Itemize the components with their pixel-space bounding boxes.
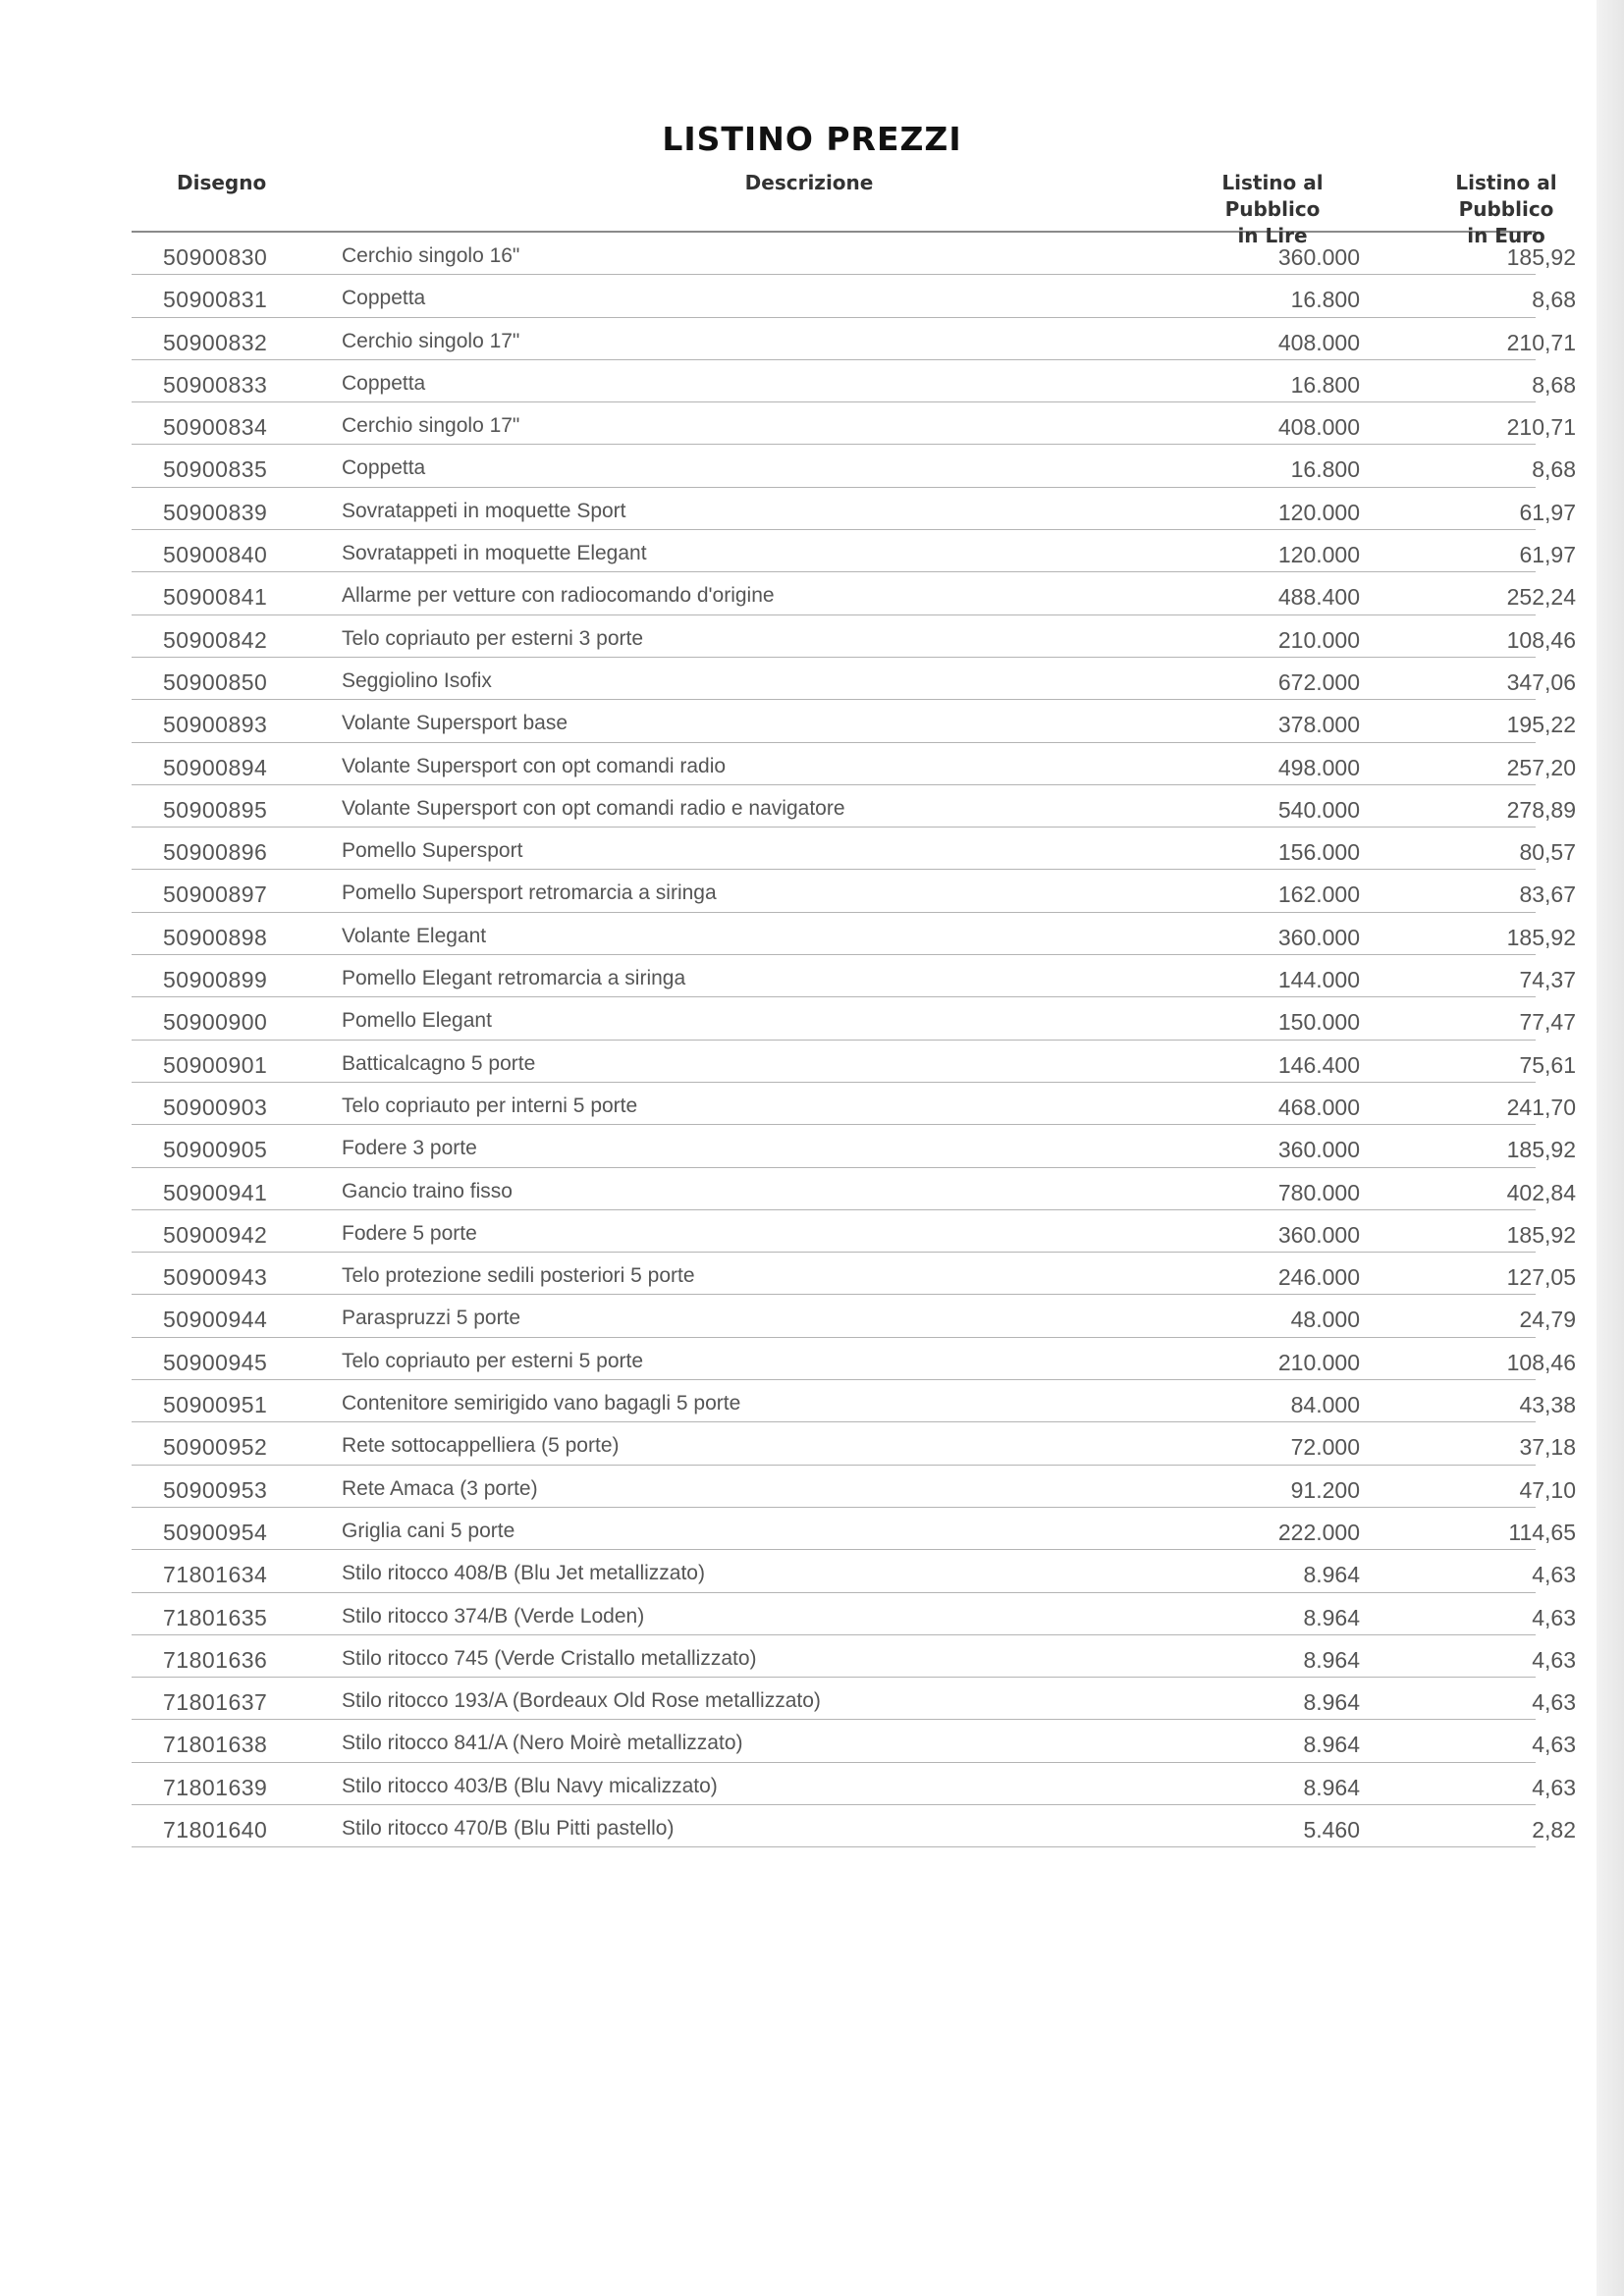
- row-price-lire: 120.000: [1277, 499, 1360, 525]
- table-row: [132, 1125, 1576, 1167]
- row-code: 50900834: [163, 414, 268, 441]
- table-row: [132, 1508, 1576, 1550]
- row-price-lire: 8.964: [1303, 1604, 1360, 1630]
- row-price-euro: 74,37: [1519, 967, 1576, 993]
- row-price-lire: 72.000: [1290, 1434, 1360, 1461]
- row-price-euro: 4,63: [1532, 1604, 1576, 1630]
- row-code: 50900840: [163, 542, 268, 568]
- page-edge-shadow: [1597, 0, 1624, 2296]
- row-code: 50900942: [163, 1221, 268, 1248]
- row-price-euro: 80,57: [1519, 839, 1576, 866]
- row-price-lire: 360.000: [1277, 1137, 1360, 1163]
- row-code: 50900894: [163, 754, 268, 780]
- row-code: 50900850: [163, 668, 268, 695]
- row-description: Fodere 5 porte: [342, 1221, 477, 1245]
- row-price-euro: 61,97: [1519, 499, 1576, 525]
- row-code: 50900830: [163, 244, 268, 270]
- table-row: [132, 1083, 1576, 1125]
- table-row: [132, 1295, 1576, 1337]
- row-code: 50900898: [163, 924, 268, 950]
- row-description: Telo copriauto per interni 5 porte: [342, 1094, 638, 1117]
- table-row: [132, 1805, 1576, 1847]
- row-price-euro: 2,82: [1532, 1816, 1576, 1842]
- row-price-lire: 360.000: [1277, 1221, 1360, 1248]
- row-description: Stilo ritocco 470/B (Blu Pitti pastello): [342, 1816, 675, 1840]
- table-row: [132, 572, 1576, 614]
- row-price-euro: 278,89: [1506, 796, 1576, 823]
- row-code: 50900839: [163, 499, 268, 525]
- table-body: [132, 233, 1576, 1847]
- table-row: [132, 360, 1576, 402]
- row-code: 50900831: [163, 287, 268, 313]
- table-row: [132, 1466, 1576, 1508]
- row-description: Cerchio singolo 16": [342, 244, 520, 267]
- row-code: 71801634: [163, 1562, 268, 1588]
- table-row: [132, 445, 1576, 487]
- row-price-lire: 378.000: [1277, 712, 1360, 738]
- row-description: Coppetta: [342, 456, 426, 480]
- row-description: Stilo ritocco 193/A (Bordeaux Old Rose metallizzato): [342, 1689, 821, 1713]
- table-row: [132, 870, 1576, 912]
- row-price-lire: 16.800: [1290, 456, 1360, 483]
- table-row: [132, 1422, 1576, 1465]
- row-price-lire: 144.000: [1277, 967, 1360, 993]
- table-row: [132, 530, 1576, 572]
- row-description: Pomello Supersport retromarcia a siringa: [342, 881, 717, 905]
- page-title: LISTINO PREZZI: [662, 120, 962, 158]
- row-price-lire: 84.000: [1290, 1392, 1360, 1418]
- row-description: Volante Supersport base: [342, 712, 568, 735]
- table-row: [132, 743, 1576, 785]
- row-price-euro: 185,92: [1506, 1137, 1576, 1163]
- row-code: 50900842: [163, 626, 268, 653]
- row-price-lire: 8.964: [1303, 1732, 1360, 1758]
- row-price-euro: 43,38: [1519, 1392, 1576, 1418]
- row-price-euro: 210,71: [1506, 329, 1576, 355]
- row-price-lire: 780.000: [1277, 1179, 1360, 1205]
- row-code: 50900951: [163, 1392, 268, 1418]
- table-row: [132, 785, 1576, 828]
- row-price-lire: 210.000: [1277, 626, 1360, 653]
- row-code: 50900832: [163, 329, 268, 355]
- row-code: 50900954: [163, 1519, 268, 1545]
- row-price-lire: 210.000: [1277, 1349, 1360, 1375]
- row-description: Pomello Supersport: [342, 839, 523, 863]
- table-row: [132, 658, 1576, 700]
- header-code: Disegno: [177, 171, 267, 194]
- row-price-lire: 156.000: [1277, 839, 1360, 866]
- row-price-euro: 185,92: [1506, 924, 1576, 950]
- row-description: Coppetta: [342, 287, 426, 310]
- table-row: [132, 1550, 1576, 1592]
- row-description: Contenitore semirigido vano bagagli 5 porte: [342, 1392, 741, 1415]
- table-row: [132, 1041, 1576, 1083]
- row-code: 50900900: [163, 1009, 268, 1036]
- table-row: [132, 318, 1576, 360]
- row-price-euro: 4,63: [1532, 1689, 1576, 1716]
- header-price-lire-line2: in Lire: [1237, 224, 1308, 247]
- row-price-euro: 114,65: [1508, 1519, 1576, 1545]
- row-code: 50900895: [163, 796, 268, 823]
- row-description: Paraspruzzi 5 porte: [342, 1307, 521, 1330]
- row-price-lire: 468.000: [1277, 1094, 1360, 1120]
- row-price-euro: 185,92: [1506, 1221, 1576, 1248]
- row-description: Sovratappeti in moquette Sport: [342, 499, 626, 522]
- row-price-lire: 8.964: [1303, 1774, 1360, 1800]
- table-row: [132, 1720, 1576, 1762]
- table-row: [132, 615, 1576, 658]
- row-price-lire: 91.200: [1290, 1476, 1360, 1503]
- row-price-euro: 210,71: [1506, 414, 1576, 441]
- row-price-euro: 108,46: [1506, 1349, 1576, 1375]
- row-price-lire: 540.000: [1277, 796, 1360, 823]
- row-price-euro: 252,24: [1506, 584, 1576, 611]
- row-price-euro: 402,84: [1506, 1179, 1576, 1205]
- row-code: 50900953: [163, 1476, 268, 1503]
- row-price-lire: 488.400: [1277, 584, 1360, 611]
- row-description: Telo copriauto per esterni 5 porte: [342, 1349, 644, 1372]
- row-price-lire: 120.000: [1277, 542, 1360, 568]
- row-code: 50900835: [163, 456, 268, 483]
- row-description: Pomello Elegant: [342, 1009, 492, 1033]
- row-description: Stilo ritocco 408/B (Blu Jet metallizzato): [342, 1562, 705, 1585]
- row-price-euro: 185,92: [1506, 244, 1576, 270]
- row-description: Allarme per vetture con radiocomando d'origine: [342, 584, 775, 608]
- row-description: Griglia cani 5 porte: [342, 1519, 515, 1542]
- row-description: Seggiolino Isofix: [342, 668, 492, 692]
- table-row: [132, 913, 1576, 955]
- row-price-lire: 150.000: [1277, 1009, 1360, 1036]
- row-price-euro: 4,63: [1532, 1646, 1576, 1673]
- row-price-lire: 162.000: [1277, 881, 1360, 908]
- table-row: [132, 828, 1576, 870]
- row-price-lire: 498.000: [1277, 754, 1360, 780]
- row-description: Pomello Elegant retromarcia a siringa: [342, 967, 686, 990]
- row-price-lire: 8.964: [1303, 1562, 1360, 1588]
- row-price-euro: 347,06: [1506, 668, 1576, 695]
- row-description: Sovratappeti in moquette Elegant: [342, 542, 647, 565]
- row-price-euro: 8,68: [1532, 371, 1576, 398]
- row-price-euro: 241,70: [1506, 1094, 1576, 1120]
- table-row: [132, 1210, 1576, 1253]
- row-price-euro: 61,97: [1519, 542, 1576, 568]
- row-code: 50900943: [163, 1264, 268, 1291]
- row-code: 50900903: [163, 1094, 268, 1120]
- row-code: 50900833: [163, 371, 268, 398]
- row-price-lire: 146.400: [1277, 1051, 1360, 1078]
- row-description: Fodere 3 porte: [342, 1137, 477, 1160]
- row-description: Rete Amaca (3 porte): [342, 1476, 538, 1500]
- row-price-euro: 77,47: [1519, 1009, 1576, 1036]
- row-code: 50900899: [163, 967, 268, 993]
- row-price-lire: 360.000: [1277, 244, 1360, 270]
- table-row: [132, 1763, 1576, 1805]
- table-row: [132, 997, 1576, 1040]
- table-row: [132, 955, 1576, 997]
- row-description: Volante Supersport con opt comandi radio e navigatore: [342, 796, 845, 820]
- header-description: Descrizione: [744, 171, 874, 194]
- table-header: [132, 170, 1557, 247]
- row-price-euro: 4,63: [1532, 1774, 1576, 1800]
- row-code: 50900941: [163, 1179, 268, 1205]
- row-description: Telo copriauto per esterni 3 porte: [342, 626, 644, 650]
- row-price-euro: 4,63: [1532, 1562, 1576, 1588]
- row-price-euro: 4,63: [1532, 1732, 1576, 1758]
- row-price-lire: 16.800: [1290, 371, 1360, 398]
- table-row: [132, 402, 1576, 445]
- row-description: Volante Elegant: [342, 924, 487, 947]
- header-price-lire-line1: Listino al Pubblico: [1221, 171, 1324, 221]
- row-code: 50900893: [163, 712, 268, 738]
- row-description: Stilo ritocco 374/B (Verde Loden): [342, 1604, 645, 1628]
- row-price-lire: 5.460: [1303, 1816, 1360, 1842]
- row-price-lire: 408.000: [1277, 414, 1360, 441]
- row-price-euro: 195,22: [1506, 712, 1576, 738]
- row-price-lire: 672.000: [1277, 668, 1360, 695]
- table-row: [132, 1380, 1576, 1422]
- row-price-euro: 37,18: [1519, 1434, 1576, 1461]
- table-row: [132, 1253, 1576, 1295]
- row-description: Stilo ritocco 841/A (Nero Moirè metallizzato): [342, 1732, 743, 1755]
- row-price-lire: 16.800: [1290, 287, 1360, 313]
- row-price-lire: 408.000: [1277, 329, 1360, 355]
- row-code: 71801638: [163, 1732, 268, 1758]
- row-price-euro: 257,20: [1506, 754, 1576, 780]
- row-description: Cerchio singolo 17": [342, 414, 520, 438]
- row-description: Stilo ritocco 745 (Verde Cristallo metallizzato): [342, 1646, 757, 1670]
- row-code: 50900944: [163, 1307, 268, 1333]
- row-code: 71801635: [163, 1604, 268, 1630]
- row-price-euro: 8,68: [1532, 456, 1576, 483]
- row-price-euro: 127,05: [1506, 1264, 1576, 1291]
- row-code: 71801640: [163, 1816, 268, 1842]
- table-row: [132, 700, 1576, 742]
- row-code: 50900905: [163, 1137, 268, 1163]
- price-table: [132, 170, 1576, 1847]
- table-row: [132, 488, 1576, 530]
- row-code: 50900896: [163, 839, 268, 866]
- table-row: [132, 1168, 1576, 1210]
- row-code: 71801637: [163, 1689, 268, 1716]
- row-description: Coppetta: [342, 371, 426, 395]
- row-price-euro: 8,68: [1532, 287, 1576, 313]
- table-row: [132, 1593, 1576, 1635]
- header-price-euro-line2: in Euro: [1467, 224, 1545, 247]
- row-code: 50900945: [163, 1349, 268, 1375]
- table-row: [132, 1635, 1576, 1678]
- row-price-lire: 246.000: [1277, 1264, 1360, 1291]
- header-price-euro-line1: Listino al Pubblico: [1455, 171, 1557, 221]
- row-code: 50900952: [163, 1434, 268, 1461]
- row-description: Rete sottocappelliera (5 porte): [342, 1434, 620, 1458]
- row-code: 71801636: [163, 1646, 268, 1673]
- table-row: [132, 275, 1576, 317]
- row-price-euro: 108,46: [1506, 626, 1576, 653]
- row-code: 50900897: [163, 881, 268, 908]
- row-price-euro: 47,10: [1519, 1476, 1576, 1503]
- row-price-lire: 8.964: [1303, 1689, 1360, 1716]
- row-description: Cerchio singolo 17": [342, 329, 520, 352]
- row-price-euro: 75,61: [1519, 1051, 1576, 1078]
- row-price-lire: 8.964: [1303, 1646, 1360, 1673]
- row-price-lire: 222.000: [1277, 1519, 1360, 1545]
- row-description: Stilo ritocco 403/B (Blu Navy micalizzato): [342, 1774, 718, 1797]
- table-row: [132, 233, 1576, 275]
- row-code: 50900901: [163, 1051, 268, 1078]
- row-description: Batticalcagno 5 porte: [342, 1051, 536, 1075]
- row-price-lire: 360.000: [1277, 924, 1360, 950]
- row-code: 71801639: [163, 1774, 268, 1800]
- row-code: 50900841: [163, 584, 268, 611]
- row-price-euro: 24,79: [1519, 1307, 1576, 1333]
- row-description: Volante Supersport con opt comandi radio: [342, 754, 727, 777]
- row-description: Gancio traino fisso: [342, 1179, 513, 1202]
- row-description: Telo protezione sedili posteriori 5 porte: [342, 1264, 695, 1288]
- table-row: [132, 1678, 1576, 1720]
- row-price-euro: 83,67: [1519, 881, 1576, 908]
- table-row: [132, 1338, 1576, 1380]
- row-price-lire: 48.000: [1290, 1307, 1360, 1333]
